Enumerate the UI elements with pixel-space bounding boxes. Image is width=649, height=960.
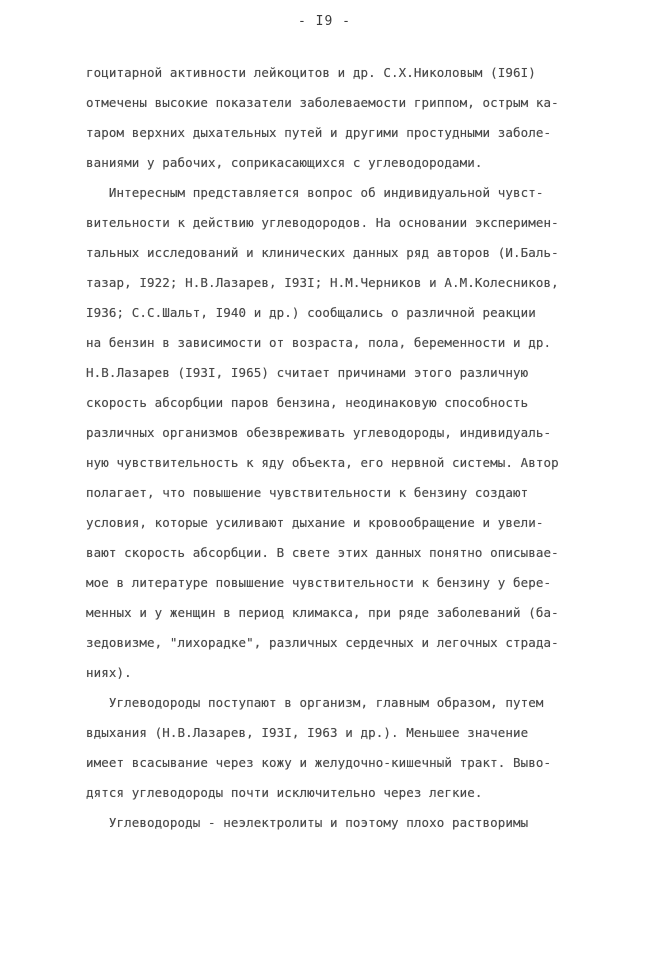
text-line: зедовизме, "лихорадке", различных сердечных и легочных страда- xyxy=(86,635,559,650)
text-line: скорость абсорбции паров бензина, неодинаковую способность xyxy=(86,395,529,410)
text-line: ную чувствительность к яду объекта, его нервной системы. Автор xyxy=(86,455,559,470)
text-line: мое в литературе повышение чувствительности к бензину у бере- xyxy=(86,575,552,590)
text-line: I936; С.С.Шальт, I940 и др.) сообщались о различной реакции xyxy=(86,305,536,320)
text-line: Н.В.Лазарев (I93I, I965) считает причинами этого различную xyxy=(86,365,529,380)
page-number: - I9 - xyxy=(298,14,351,29)
text-line: Интересным представляется вопрос об индивидуальной чувст- xyxy=(86,185,544,200)
text-line: вительности к действию углеводородов. На основании эксперимен- xyxy=(86,215,559,230)
text-line: таром верхних дыхательных путей и другими простудными заболе- xyxy=(86,125,552,140)
text-line: ниях). xyxy=(86,665,132,680)
text-line: вдыхания (Н.В.Лазарев, I93I, I963 и др.). Меньшее значение xyxy=(86,725,529,740)
text-line: тазар, I922; Н.В.Лазарев, I93I; Н.М.Черников и А.М.Колесников, xyxy=(86,275,559,290)
text-line: ваниями у рабочих, соприкасающихся с углеводородами. xyxy=(86,155,483,170)
text-line: тальных исследований и клинических данных ряд авторов (И.Баль- xyxy=(86,245,559,260)
text-line: Углеводороды - неэлектролиты и поэтому плохо растворимы xyxy=(86,815,529,830)
text-line: Углеводороды поступают в организм, главным образом, путем xyxy=(86,695,544,710)
text-line: условия, которые усиливают дыхание и кровообращение и увели- xyxy=(86,515,544,530)
text-line: дятся углеводороды почти исключительно через легкие. xyxy=(86,785,483,800)
text-line: отмечены высокие показатели заболеваемости гриппом, острым ка- xyxy=(86,95,559,110)
body-text xyxy=(86,58,606,838)
text-line: на бензин в зависимости от возраста, пола, беременности и др. xyxy=(86,335,552,350)
text-line: различных организмов обезвреживать углеводороды, индивидуаль- xyxy=(86,425,552,440)
text-line: полагает, что повышение чувствительности к бензину создают xyxy=(86,485,529,500)
text-line: вают скорость абсорбции. В свете этих данных понятно описывае- xyxy=(86,545,559,560)
text-line: имеет всасывание через кожу и желудочно-кишечный тракт. Выво- xyxy=(86,755,552,770)
text-line: гоцитарной активности лейкоцитов и др. С.Х.Николовым (I96I) xyxy=(86,65,536,80)
text-line: менных и у женщин в период климакса, при ряде заболеваний (ба- xyxy=(86,605,559,620)
